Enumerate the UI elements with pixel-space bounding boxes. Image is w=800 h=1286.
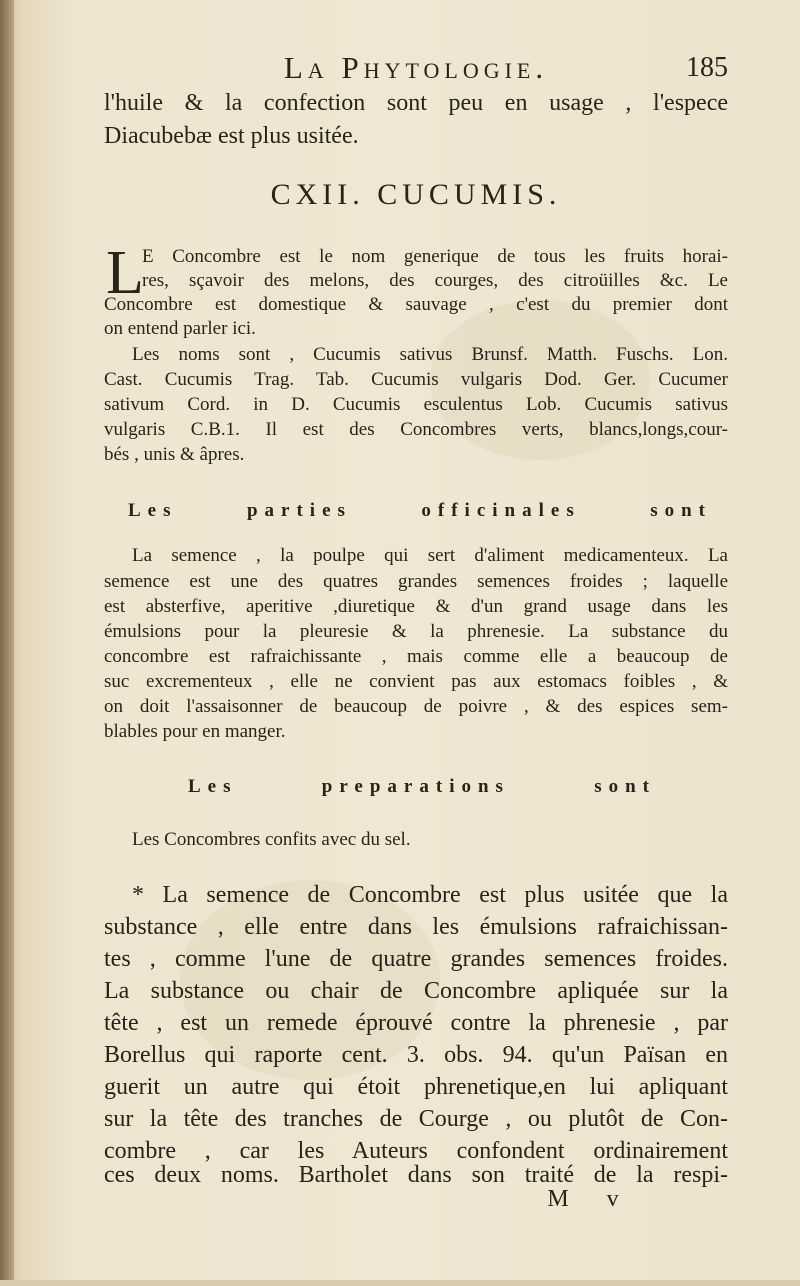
- entry-names-line: vulgaris C.B.1. Il est des Concombres verts, blancs,longs,cour-: [104, 419, 728, 440]
- entry-names-line: Cast. Cucumis Trag. Tab. Cucumis vulgaris Dod. Ger. Cucumer: [104, 369, 728, 390]
- section-heading-preparations: Les preparations sont: [188, 776, 656, 797]
- officinal-line: semence est une des quatres grandes semences froides ; laquelle: [104, 571, 728, 592]
- note-line: ces deux noms. Bartholet dans son traité de la respi-: [104, 1162, 728, 1188]
- note-line: Borellus qui raporte cent. 3. obs. 94. qu'un Païsan en: [104, 1042, 728, 1068]
- officinal-line: suc excrementeux , elle ne convient pas aux estomacs foibles , &: [104, 671, 728, 692]
- note-line: guerit un autre qui étoit phrenetique,en lui apliquant: [104, 1074, 728, 1100]
- note-line: La substance ou chair de Concombre apliquée sur la: [104, 978, 728, 1004]
- page-header: [104, 50, 728, 90]
- chapter-title: CXII. CUCUMIS.: [270, 178, 562, 211]
- note-line: substance , elle entre dans les émulsions rafraichissan-: [104, 914, 728, 940]
- intro-line: Diacubebæ est plus usitée.: [104, 123, 359, 149]
- note-line: tes , comme l'une de quatre grandes semences froides.: [104, 946, 728, 972]
- officinal-line: blables pour en manger.: [104, 721, 286, 742]
- intro-line: l'huile & la confection sont peu en usage , l'espece: [104, 90, 728, 116]
- entry-names-line: bés , unis & âpres.: [104, 444, 245, 465]
- officinal-line: est absterfive, aperitive ,diuretique & d'un grand usage dans les: [104, 596, 728, 617]
- entry-names-line: Les noms sont , Cucumis sativus Brunsf. Matth. Fuschs. Lon.: [132, 344, 728, 365]
- catchword-signature: M v: [547, 1186, 635, 1212]
- note-line: * La semence de Concombre est plus usitée que la: [132, 882, 728, 908]
- section-heading-officinal: Les parties officinales sont: [128, 500, 712, 521]
- officinal-line: on doit l'assaisonner de beaucoup de poivre , & des espices sem-: [104, 696, 728, 717]
- entry-line: on entend parler ici.: [104, 318, 256, 339]
- drop-cap: L: [106, 239, 144, 307]
- entry-line: Concombre est domestique & sauvage , c'est du premier dont: [104, 294, 728, 315]
- preparations-line: Les Concombres confits avec du sel.: [132, 829, 411, 850]
- note-line: combre , car les Auteurs confondent ordinairement: [104, 1138, 728, 1164]
- entry-line: E Concombre est le nom generique de tous les fruits horai-: [142, 246, 728, 267]
- note-line: tête , est un remede éprouvé contre la phrenesie , par: [104, 1010, 728, 1036]
- officinal-line: concombre est rafraichissante , mais comme elle a beaucoup de: [104, 646, 728, 667]
- officinal-line: La semence , la poulpe qui sert d'aliment medicamenteux. La: [132, 545, 728, 566]
- running-title: La Phytologie.: [283, 50, 549, 85]
- page-bottom-edge: [0, 1280, 800, 1286]
- page-gutter-shadow: [0, 0, 14, 1286]
- page-number: 185: [686, 52, 728, 83]
- note-line: sur la tête des tranches de Courge , ou plutôt de Con-: [104, 1106, 728, 1132]
- entry-line: res, sçavoir des melons, des courges, des citroüilles &c. Le: [142, 270, 728, 291]
- entry-names-line: sativum Cord. in D. Cucumis esculentus Lob. Cucumis sativus: [104, 394, 728, 415]
- officinal-line: émulsions pour la pleuresie & la phrenesie. La substance du: [104, 621, 728, 642]
